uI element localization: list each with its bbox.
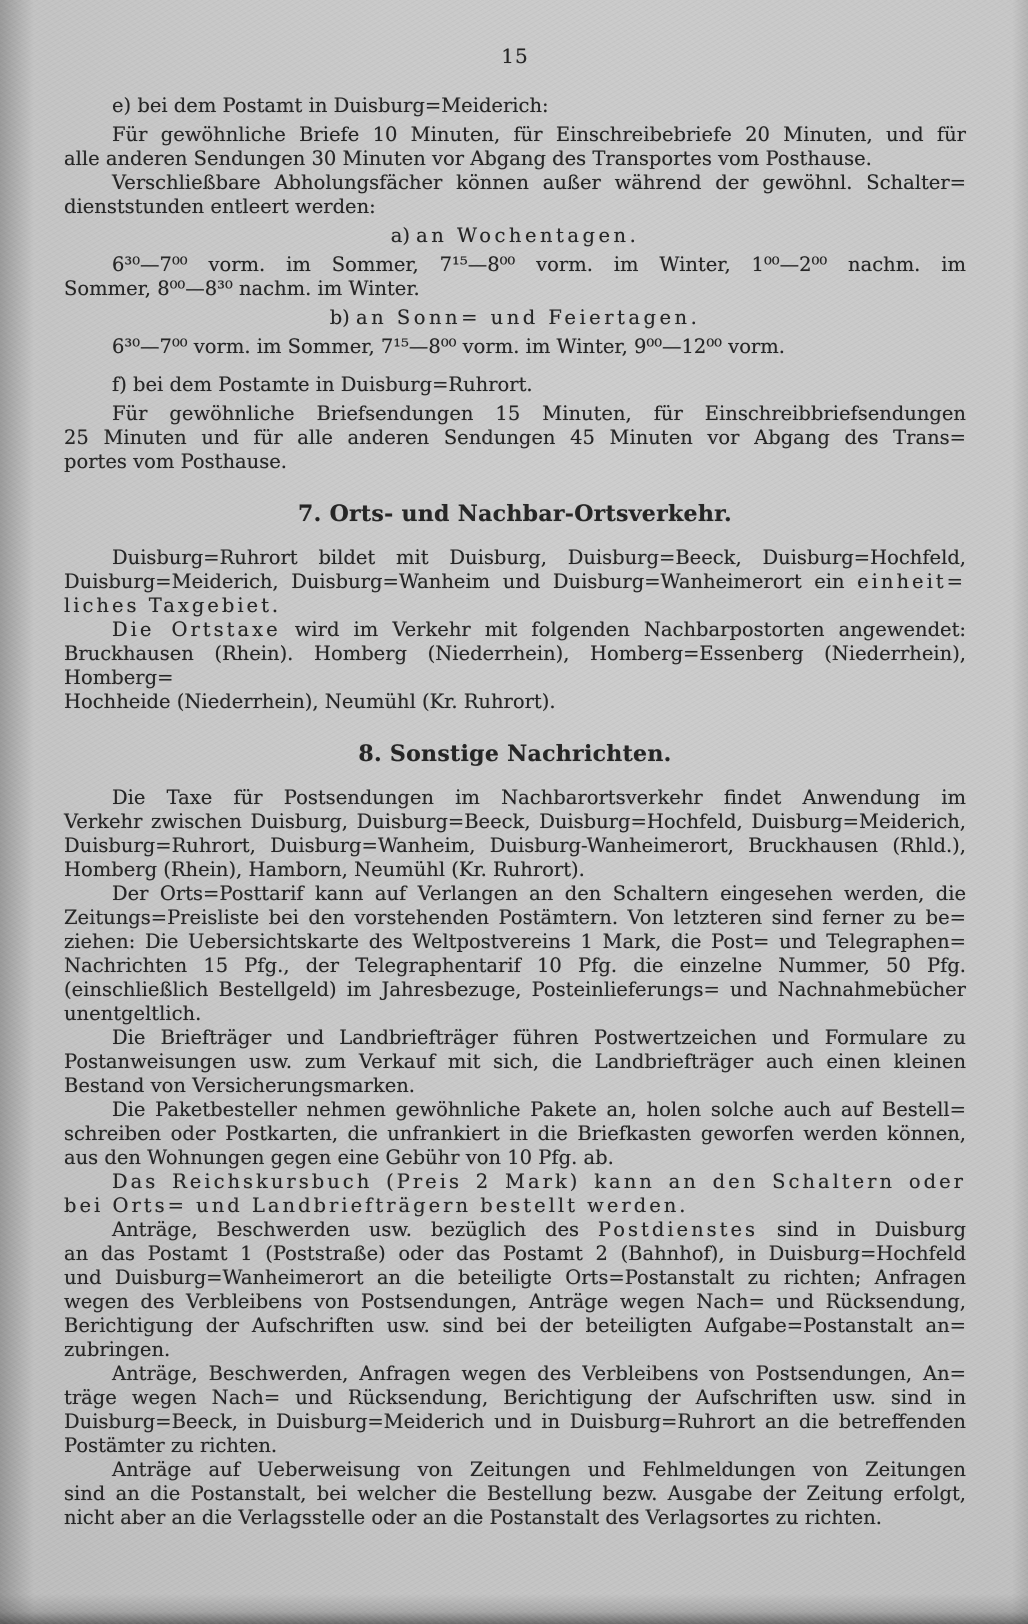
paragraph: [64, 1026, 966, 1098]
text-line: 25 Minuten und für alle anderen Sendungen 45 Minuten vor Abgang des Trans=: [64, 426, 966, 449]
text-line: zubringen.: [64, 1338, 171, 1361]
text-line: Anträge, Beschwerden, Anfragen wegen des Verbleibens von Postsendungen, An=: [112, 1362, 966, 1385]
text-line: unentgeltlich.: [64, 1002, 202, 1025]
subheading: b) an Sonn= und Feiertagen.: [329, 306, 701, 329]
text-line: Duisburg=Beeck, in Duisburg=Meiderich und in Duisburg=Ruhrort an die betreffenden: [64, 1410, 966, 1433]
paragraph: [64, 1362, 966, 1458]
paragraph: [64, 786, 966, 882]
text-line: alle anderen Sendungen 30 Minuten vor Abgang des Transportes vom Posthause.: [64, 147, 872, 170]
text-line: Sommer, 8⁰⁰—8³⁰ nachm. im Winter.: [64, 277, 420, 300]
text-line: ziehen: Die Uebersichtskarte des Weltpostvereins 1 Mark, die Post= und Telegraphen=: [64, 930, 966, 953]
text-line: Anträge auf Ueberweisung von Zeitungen und Fehlmeldungen von Zeitungen: [112, 1458, 966, 1481]
page-number: 15: [501, 44, 529, 68]
text-line: [64, 1170, 966, 1194]
text-line: portes vom Posthause.: [64, 450, 287, 473]
text-line: nicht aber an die Verlagsstelle oder an die Postanstalt des Verlagsortes zu richten.: [64, 1506, 882, 1529]
text-line: Nachrichten 15 Pfg., der Telegraphentarif 10 Pfg. die einzelne Nummer, 50 Pfg.: [64, 954, 966, 977]
letterspaced-text: einheit=: [857, 570, 966, 593]
paragraph: [64, 1170, 966, 1218]
text-line: Verkehr zwischen Duisburg, Duisburg=Beeck, Duisburg=Hochfeld, Duisburg=Meiderich,: [64, 810, 966, 833]
item-heading: e) bei dem Postamt in Duisburg=Meiderich:: [112, 94, 549, 117]
text-line: Für gewöhnliche Briefe 10 Minuten, für Einschreibebriefe 20 Minuten, und für: [112, 123, 966, 146]
letterspaced-text: an Sonn= und Feiertagen.: [356, 306, 701, 329]
text-line: Die Paketbesteller nehmen gewöhnliche Pakete an, holen solche auch auf Bestell=: [112, 1098, 966, 1121]
text-line: träge wegen Nach= und Rücksendung, Berichtigung der Aufschriften usw. sind in: [64, 1386, 966, 1409]
item-heading: f) bei dem Postamte in Duisburg=Ruhrort.: [112, 373, 533, 396]
text-line: Die Taxe für Postsendungen im Nachbarortsverkehr findet Anwendung im: [112, 786, 966, 809]
text-block: [64, 94, 966, 1530]
text-line: Duisburg=Ruhrort bildet mit Duisburg, Duisburg=Beeck, Duisburg=Hochfeld,: [112, 546, 966, 569]
paragraph: [64, 546, 966, 618]
paragraph: [64, 402, 966, 474]
letterspaced-text: Das Reichskursbuch (Preis 2 Mark) kann an den Schaltern oder: [112, 1170, 966, 1193]
letterspaced-text: bei Orts= und Landbriefträgern bestellt werden.: [64, 1194, 689, 1217]
paragraph: [64, 123, 966, 171]
section-heading: 7. Orts- und Nachbar-Ortsverkehr.: [298, 501, 732, 527]
paragraph: [64, 1098, 966, 1170]
text-line: Duisburg=Meiderich, Duisburg=Wanheim und Duisburg=Wanheimerort ein einheit=: [64, 570, 966, 593]
text-line: Die Ortstaxe wird im Verkehr mit folgenden Nachbarpostorten angewendet:: [112, 618, 966, 641]
text-line: 6³⁰—7⁰⁰ vorm. im Sommer, 7¹⁵—8⁰⁰ vorm. im Winter, 1⁰⁰—2⁰⁰ nachm. im: [112, 253, 966, 276]
text-line: Bruckhausen (Rhein). Homberg (Niederrhein), Homberg=Essenberg (Niederrhein), Homberg=: [64, 642, 966, 689]
letterspaced-text: Postdienstes: [597, 1218, 759, 1241]
letterspaced-text: Die Ortstaxe: [112, 618, 281, 641]
text-line: (einschließlich Bestellgeld) im Jahresbezuge, Posteinlieferungs= und Nachnahmebücher: [64, 978, 966, 1001]
text-line: Verschließbare Abholungsfächer können außer während der gewöhnl. Schalter=: [112, 171, 966, 194]
text-line: Bestand von Versicherungsmarken.: [64, 1074, 415, 1097]
subheading: a) an Wochentagen.: [390, 224, 640, 247]
paragraph: [64, 1458, 966, 1530]
text-line: und Duisburg=Wanheimerort an die beteiligte Orts=Postanstalt zu richten; Anfragen: [64, 1266, 966, 1289]
text-line: Postanweisungen usw. zum Verkauf mit sich, die Landbriefträger auch einen kleinen: [64, 1050, 966, 1073]
text-line: dienststunden entleert werden:: [64, 195, 376, 218]
paragraph: [64, 618, 966, 714]
text-line: [64, 1194, 966, 1218]
text-line: Hochheide (Niederrhein), Neumühl (Kr. Ruhrort).: [64, 690, 556, 713]
text-line: aus den Wohnungen gegen eine Gebühr von 10 Pfg. ab.: [64, 1146, 614, 1169]
text-line: Der Orts=Posttarif kann auf Verlangen an den Schaltern eingesehen werden, die: [112, 882, 966, 905]
paragraph: [64, 171, 966, 219]
text-line: an das Postamt 1 (Poststraße) oder das Postamt 2 (Bahnhof), in Duisburg=Hochfeld: [64, 1242, 966, 1265]
paragraph: [64, 335, 966, 359]
text-line: sind an die Postanstalt, bei welcher die Bestellung bezw. Ausgabe der Zeitung erfolgt,: [64, 1482, 966, 1505]
paragraph: [64, 1218, 966, 1362]
text-line: 6³⁰—7⁰⁰ vorm. im Sommer, 7¹⁵—8⁰⁰ vorm. im Winter, 9⁰⁰—12⁰⁰ vorm.: [112, 335, 785, 358]
letterspaced-text: liches Taxgebiet.: [64, 594, 282, 617]
text-line: schreiben oder Postkarten, die unfrankiert in die Briefkasten geworfen werden können,: [64, 1122, 966, 1145]
letterspaced-text: an Wochentagen.: [416, 224, 640, 247]
text-line: Postämter zu richten.: [64, 1434, 278, 1457]
text-line: Berichtigung der Aufschriften usw. sind bei der beteiligten Aufgabe=Postanstalt an=: [64, 1314, 966, 1337]
text-line: Zeitungs=Preisliste bei den vorstehenden Postämtern. Von letzteren sind ferner zu be=: [64, 906, 966, 929]
section-heading: 8. Sonstige Nachrichten.: [358, 741, 672, 767]
paragraph: [64, 882, 966, 1026]
text-line: Duisburg=Ruhrort, Duisburg=Wanheim, Duisburg-Wanheimerort, Bruckhausen (Rhld.),: [64, 834, 966, 857]
text-line: Anträge, Beschwerden usw. bezüglich des Postdienstes sind in Duisburg: [112, 1218, 966, 1241]
text-line: Homberg (Rhein), Hamborn, Neumühl (Kr. Ruhrort).: [64, 858, 585, 881]
text-line: [64, 594, 966, 618]
text-line: Die Briefträger und Landbriefträger führen Postwertzeichen und Formulare zu: [112, 1026, 966, 1049]
text-line: wegen des Verbleibens von Postsendungen, Anträge wegen Nach= und Rücksendung,: [64, 1290, 966, 1313]
paragraph: [64, 253, 966, 301]
text-line: Für gewöhnliche Briefsendungen 15 Minuten, für Einschreibbriefsendungen: [112, 402, 966, 425]
